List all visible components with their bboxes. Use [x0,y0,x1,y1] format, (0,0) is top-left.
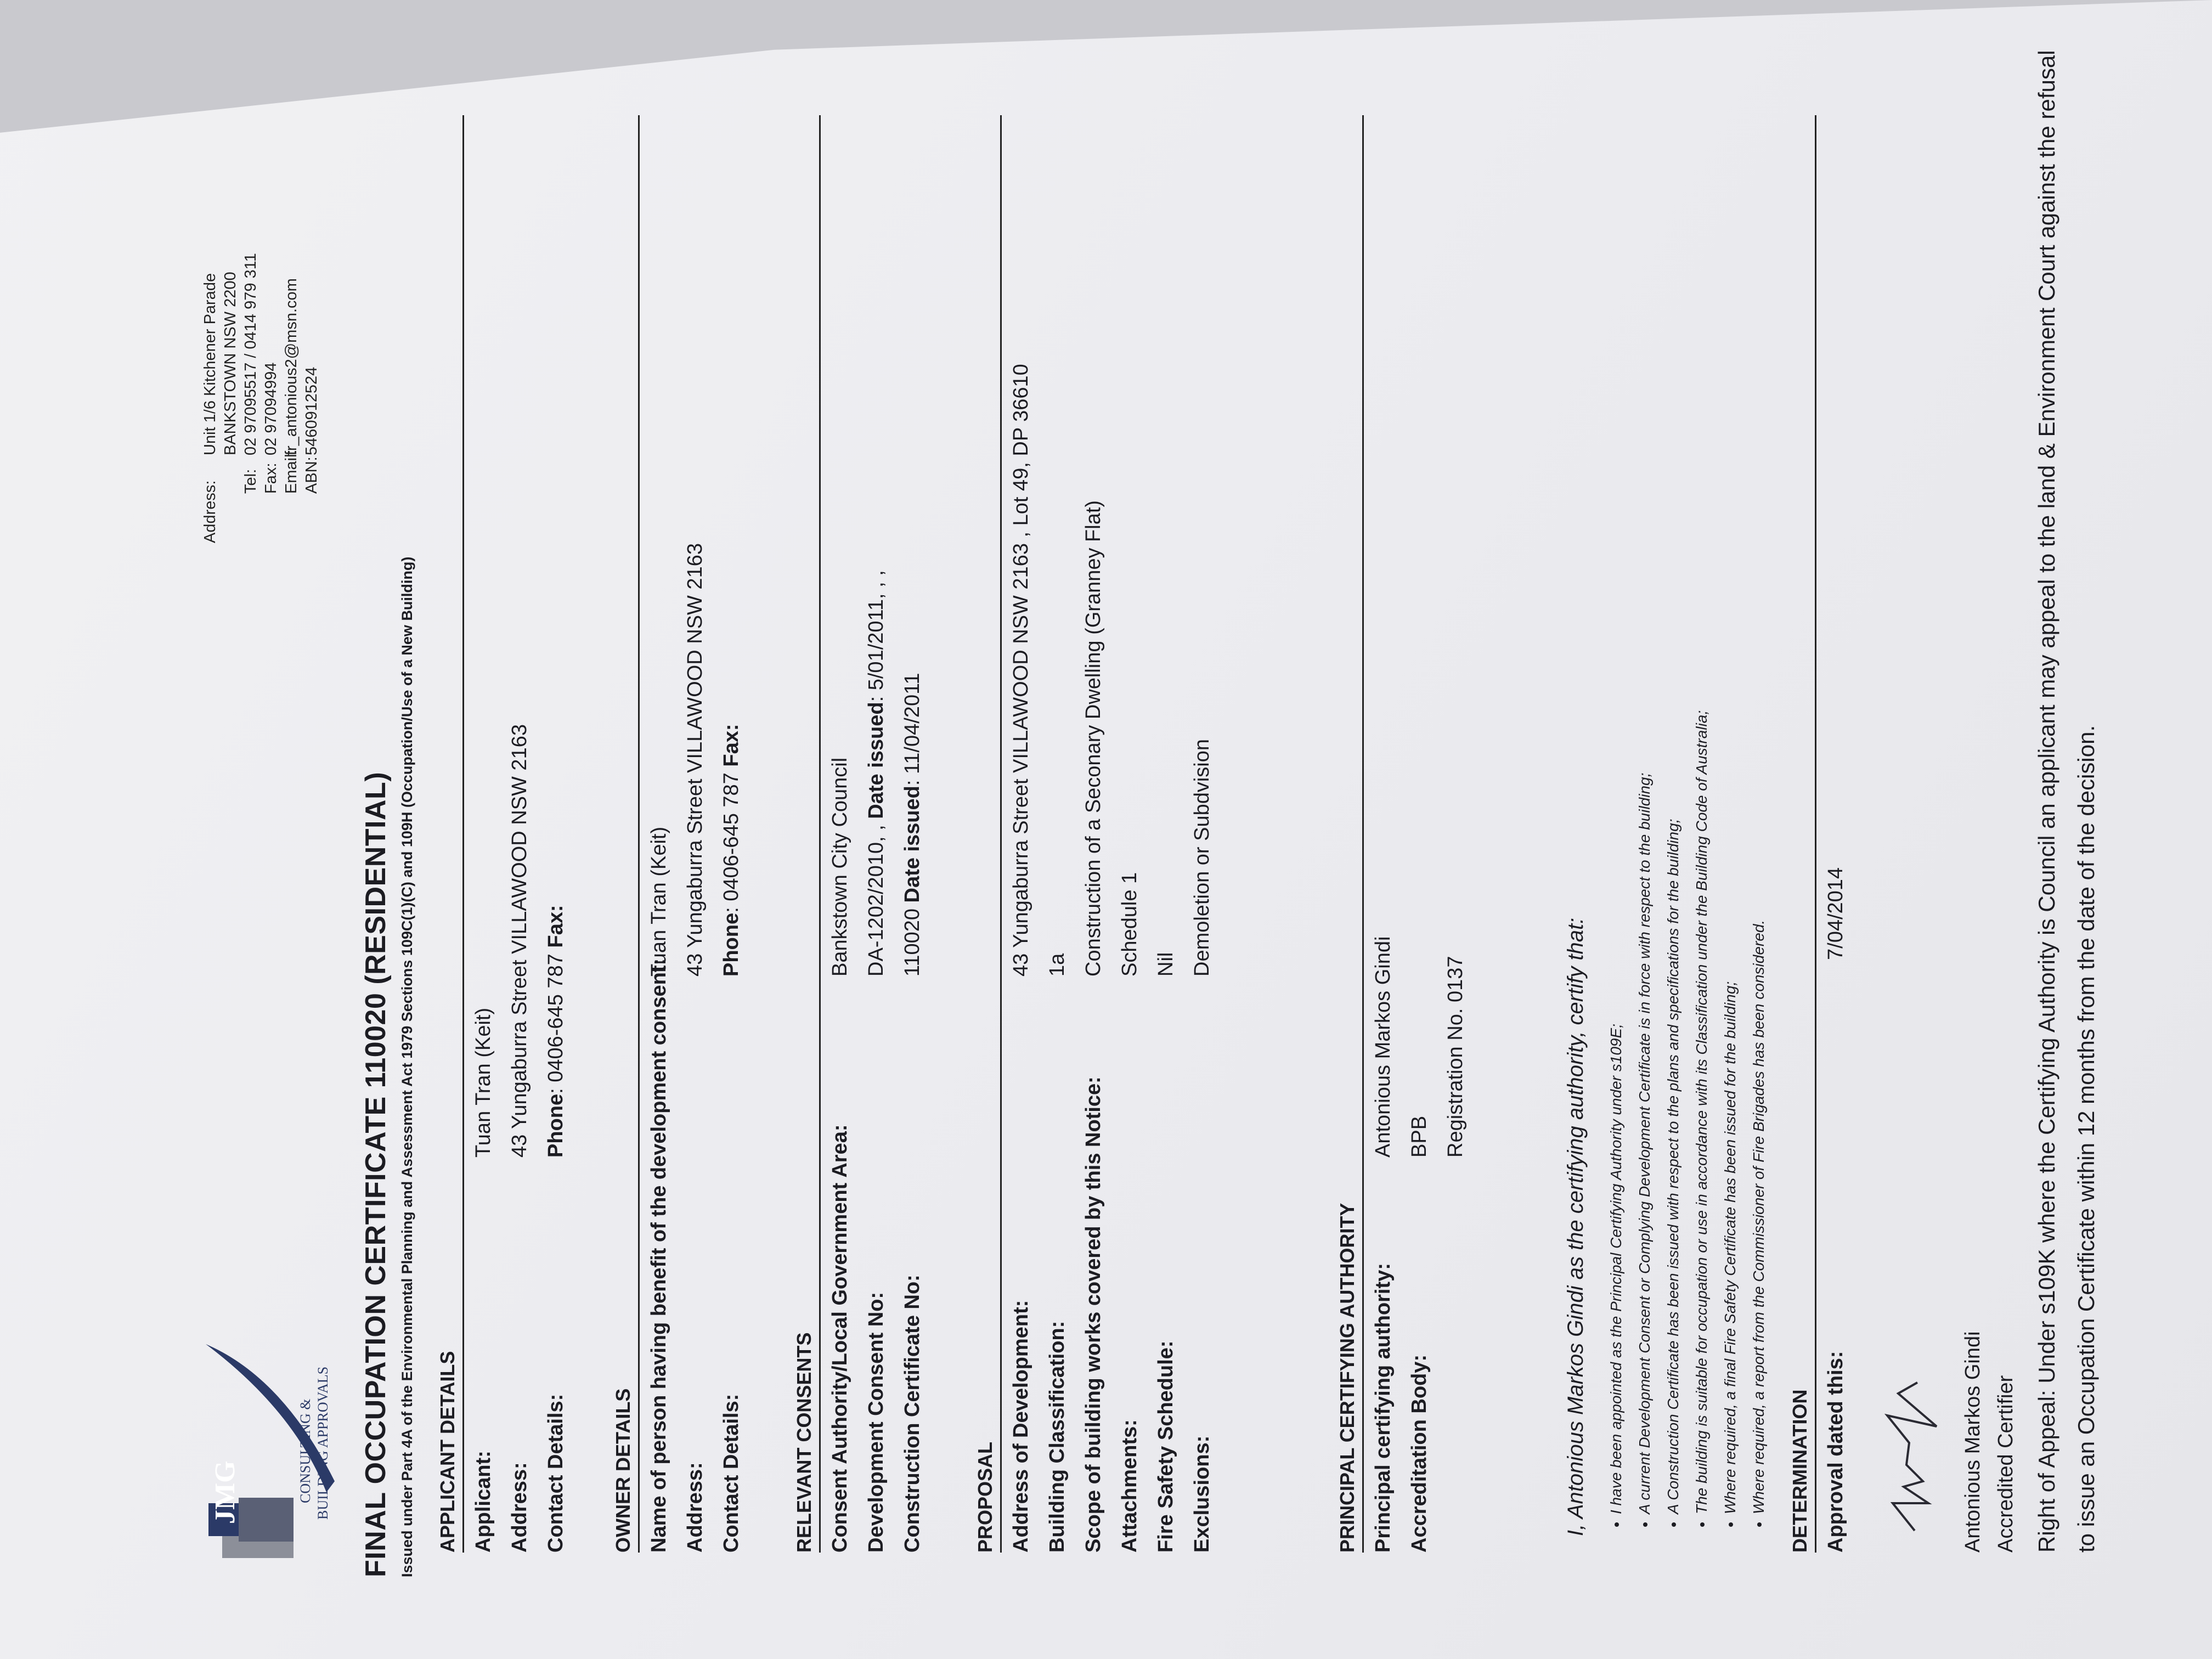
fire-safety-label: Fire Safety Schedule: [1154,1340,1177,1553]
logo-line1: CONSULTING & [297,1398,313,1503]
applicant-contact-value [544,905,568,1158]
applicant-row [464,115,500,1553]
registration-row [1436,115,1472,1553]
attachments-row [1110,115,1147,1553]
address-label: Address: [201,480,219,543]
applicant-address-label: Address: [508,1462,531,1553]
owner-phone: : 0406-645 787 [720,766,743,913]
approval-date: 7/04/2014 [1824,867,1847,960]
owner-fax-label: Fax: [720,724,743,767]
dev-consent-value [865,570,888,977]
exclusions-row [1183,115,1219,1553]
accreditation-label: Accreditation Body: [1408,1354,1431,1553]
tel-label: Tel: [242,469,259,494]
owner-phone-label: Phone [720,912,743,977]
scope-label: Scope of building works covered by this Notice: [1082,1076,1105,1553]
authority-value: Bankstown City Council [828,757,851,977]
fire-safety-value: Nil [1154,952,1177,977]
accreditation-value: BPB [1408,1115,1431,1158]
applicant-address-row [500,115,537,1553]
cc-date-label: Date issued [901,786,924,903]
exclusions-value: Demoletion or Subdvision [1190,738,1214,977]
abn-label: ABN: [303,456,320,494]
signer-name: Antonious Markos Gindi [1961,1331,1984,1553]
proposal-section [974,115,1219,1553]
email-label: Email: [283,449,300,494]
owner-address-label: Address: [684,1462,707,1553]
signature [1876,1372,1942,1536]
applicant-value: Tuan Tran (Keit) [472,1007,495,1158]
registration-value: Registration No. 0137 [1444,956,1467,1158]
bullet-item: • A Construction Certificate has been issued with respect to the plans and specifications for the building; [1659,710,1688,1514]
pca-section [1336,115,1472,1553]
fax-value: 02 97094994 [262,362,280,455]
bullet-item: • I have been appointed as the Principal Certifying Authority under s109E; [1602,710,1630,1514]
owner-name-row [640,115,676,1553]
cc-label: Construction Certificate No: [901,1274,924,1553]
attachments-label: Attachments: [1118,1419,1141,1553]
owner-contact-value [720,724,743,977]
address-line2: BANKSTOWN NSW 2200 [222,272,239,455]
pca-value: Antonious Markos Gindi [1372,936,1395,1158]
authority-row [821,115,857,1553]
bullet-item: • The building is suitable for occupation or use in accordance with its Classification under the Building Code of Australia; [1688,710,1716,1514]
logo-block-main [239,1498,294,1542]
logo-line2: BUILDING APPROVALS [315,1366,331,1520]
signer-title: Accredited Certifier [1994,1375,2017,1553]
dev-address-value: 43 Yungaburra Street VILLAWOOD NSW 2163 , Lot 49, DP 36610 [1009,364,1032,977]
applicant-heading: APPLICANT DETAILS [436,115,464,1553]
bullet-item: • A current Development Consent or Complying Development Certificate is in force with respect to the building; [1630,710,1659,1514]
cc-date: : 11/04/2011 [901,673,924,786]
right-of-appeal: Right of Appeal: Under s109K where the Certifying Authority is Council an applicant may appeal to the land & Environment Court against the refusal to issue an Occupation Certificate within 12 months from the date of the decision. [2034,50,2099,1553]
dev-date-label: Date issued [865,702,888,819]
certify-statement: I, Antonious Markos Gindi as the certifying authority, certify that: [1564,917,1588,1536]
owner-heading: OWNER DETAILS [612,115,640,1553]
tel-value: 02 97095517 / 0414 979 311 [242,253,259,455]
pca-label: Principal certifying authority: [1372,1263,1395,1553]
scope-value: Construction of a Seconary Dwelling (Granney Flat) [1082,500,1105,977]
cc-row [893,115,929,1553]
exclusions-label: Exclusions: [1190,1435,1214,1553]
bullet-item: • Where required, a final Fire Safety Certificate has been issued for the building; [1716,710,1745,1514]
email-value: fr_antonious2@msn.com [283,278,300,455]
logo-mark: JMG [210,1460,241,1524]
owner-contact-row [712,115,748,1553]
proposal-heading: PROPOSAL [974,115,1002,1553]
fire-safety-row [1147,115,1183,1553]
consents-section [793,115,929,1553]
applicant-phone-label: Phone [544,1093,567,1158]
applicant-section [436,115,573,1553]
certificate-document [178,49,2099,1585]
owner-contact-label: Contact Details: [720,1393,743,1553]
abn-value: 5460912524 [303,366,320,455]
applicant-label: Applicant: [472,1451,495,1553]
certify-bullets [1602,710,1773,1536]
owner-section [612,115,748,1553]
pca-row [1364,115,1400,1553]
owner-name-label: Name of person having benefit of the development consent: [647,958,670,1553]
certificate-subtitle: Issued under Part 4A of the Environmental Planning and Assessment Act 1979 Sections 109C(1)(C) and 109H (Occupation/Use of a New Building) [399,556,415,1577]
accreditation-row [1400,115,1436,1553]
dev-consent-label: Development Consent No: [865,1291,888,1553]
dev-consent-row [857,115,893,1553]
pca-heading: PRINCIPAL CERTIFYING AUTHORITY [1336,115,1364,1553]
applicant-address-value: 43 Yungaburra Street VILLAWOOD NSW 2163 [508,724,531,1158]
classification-value: 1a [1046,953,1069,977]
consents-heading: RELEVANT CONSENTS [793,115,821,1553]
approval-label: Approval dated this: [1824,1351,1847,1553]
dev-address-row [1002,115,1038,1553]
owner-address-value: 43 Yungaburra Street VILLAWOOD NSW 2163 [684,543,707,977]
signature-stroke [1887,1383,1937,1531]
fax-label: Fax: [262,462,280,494]
authority-label: Consent Authority/Local Government Area: [828,1124,851,1553]
owner-name-value: Tuan Tran (Keit) [647,826,670,977]
jmg-logo [200,1317,343,1575]
approval-row [1816,115,1853,1553]
applicant-contact-row [537,115,573,1553]
classification-label: Building Classification: [1046,1321,1069,1553]
determination-heading: DETERMINATION [1788,115,1816,1553]
applicant-fax-label: Fax: [544,905,567,948]
bullet-item: • Where required, a report from the Commissioner of Fire Brigades has been considered. [1745,710,1773,1514]
dev-address-label: Address of Development: [1009,1300,1032,1553]
owner-address-row [676,115,712,1553]
scope-row [1074,115,1110,1553]
cc-no: 110020 [901,902,924,977]
attachments-value: Schedule 1 [1118,872,1141,977]
determination-section [1788,115,1853,1553]
applicant-contact-label: Contact Details: [544,1393,567,1553]
applicant-phone: : 0406-645 787 [544,947,567,1094]
dev-consent-no: DA-1202/2010, , [865,819,888,977]
classification-row [1038,115,1074,1553]
certificate-title: FINAL OCCUPATION CERTIFICATE 110020 (RESIDENTIAL) [360,771,392,1577]
cc-value [901,673,924,977]
address-line1: Unit 1/6 Kitchener Parade [201,273,219,455]
dev-date: : 5/01/2011, , , [865,570,888,702]
